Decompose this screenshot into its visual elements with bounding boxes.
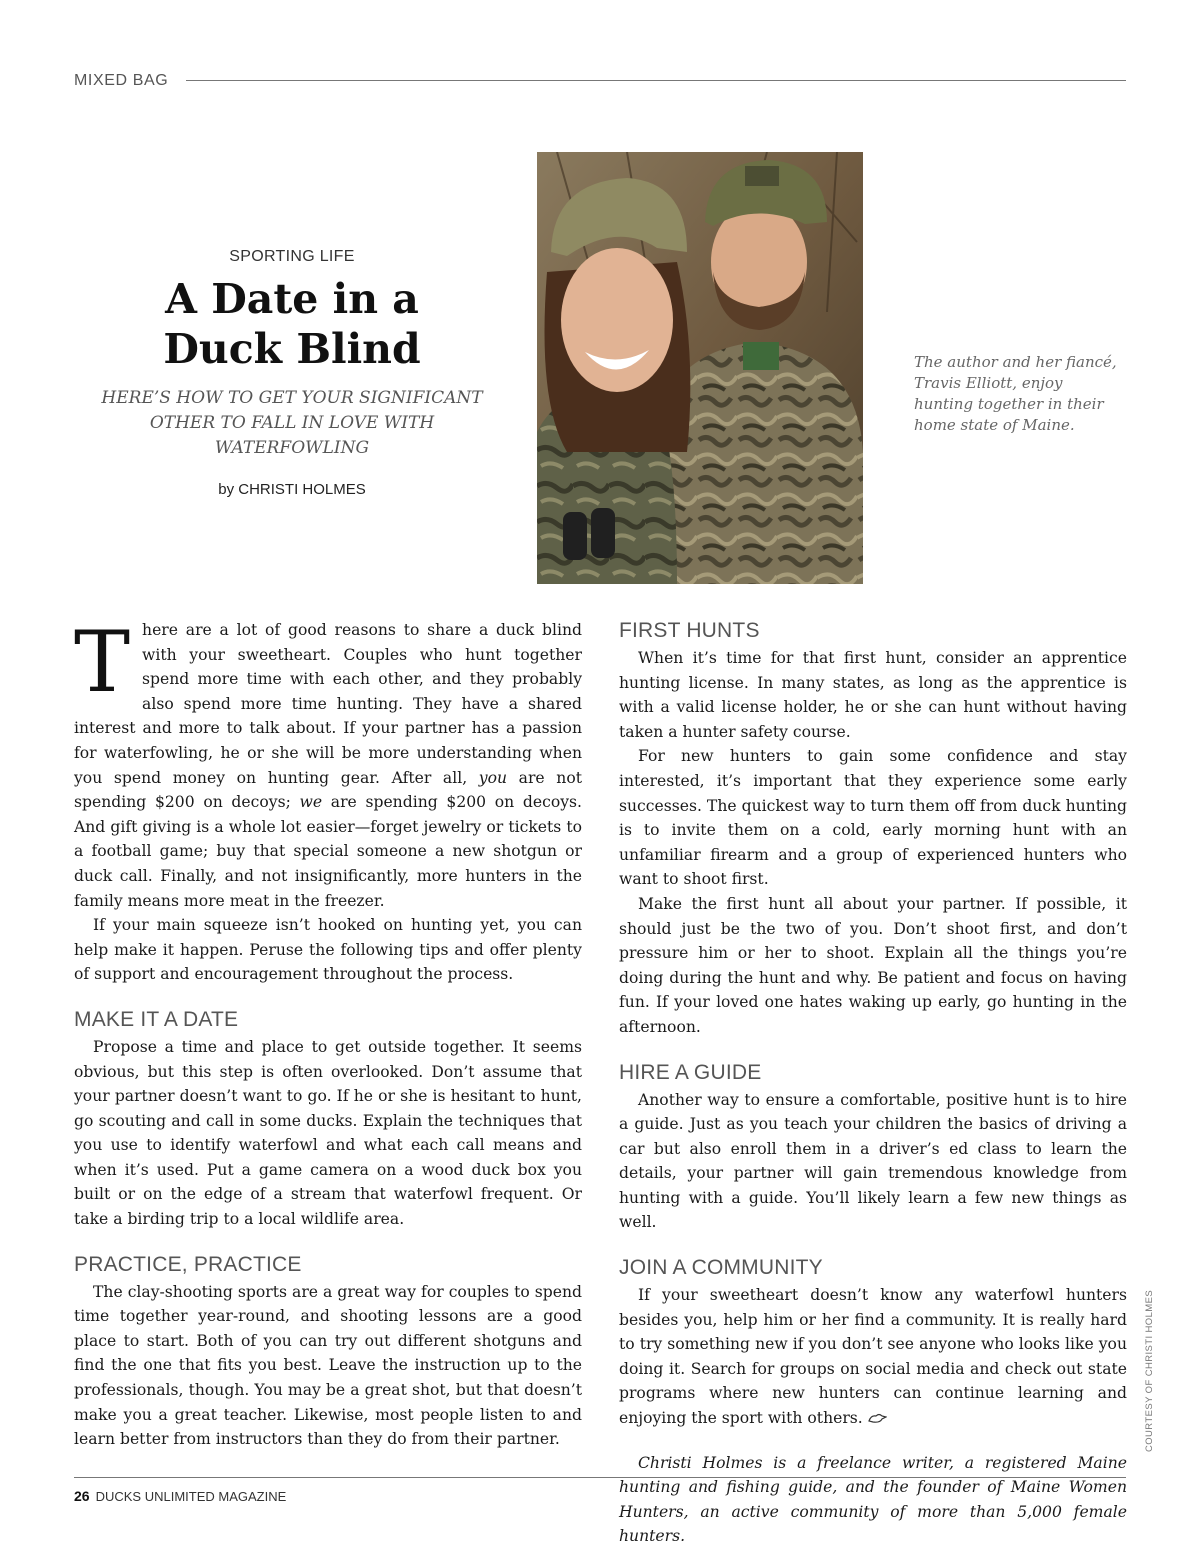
article-kicker: SPORTING LIFE xyxy=(229,248,355,265)
intro-emphasis-you: you xyxy=(478,768,508,787)
byline: by CHRISTI HOLMES xyxy=(218,481,366,498)
intro-emphasis-we: we xyxy=(299,793,323,812)
intro-text-b: are not spending $200 on decoys; xyxy=(74,768,582,812)
first-hunts-paragraph-2: For new hunters to gain some confidence and stay interested, it’s important that they experience some early successes. The quickest way to turn them off from duck hunting is to invite them on a cold, early morning hunt with an unfamiliar firearm and a group of experienced hunters who want to shoot first. xyxy=(619,747,1127,889)
hire-a-guide-paragraph: Another way to ensure a comfortable, positive hunt is to hire a guide. Just as you teach your children the basics of driving a car but also enroll them in a driver’s ed class to learn the details, your partner will gain tremendous knowledge from hunting with a guide. You’ll likely learn a few new things as well. xyxy=(619,1090,1127,1232)
title-line-2: Duck Blind xyxy=(163,325,421,373)
duck-endmark-icon xyxy=(867,1411,887,1425)
intro-text-c: are spending $200 on decoys. And gift giving is a whole lot easier—forget jewelry or tickets to a football game; buy that special someone a new shotgun or duck call. Finally, and not insignificantly, more hunters in the family means more meat in the freezer. xyxy=(74,793,583,910)
author-bio: Christi Holmes is a freelance writer, a registered Maine hunting and fishing guide, and the founder of Maine Women Hunters, an active community of more than 5,000 female hunters. xyxy=(619,1453,1127,1546)
page-number: 26 xyxy=(74,1488,90,1504)
community-text: If your sweetheart doesn’t know any waterfowl hunters besides you, help him or her find a community. It is really hard to try something new if you don’t see anyone who looks like you doing it. Search for groups on social media and check out state programs where new hunters can continue learning and enjoying the sport with others. xyxy=(619,1286,1127,1428)
heading-hire-a-guide: HIRE A GUIDE xyxy=(619,1060,762,1084)
intro-text-a: here are a lot of good reasons to share a duck blind with your sweetheart. Couples who hunt together spend more time with each other, and they probably also spend more time hunting. They have a shared interest and more to talk about. If your partner has a passion for waterfowling, he or she will be more understanding when you spend money on hunting gear. After all, xyxy=(74,621,582,787)
drop-cap: T xyxy=(74,613,131,711)
heading-join-a-community: JOIN A COMMUNITY xyxy=(619,1256,823,1280)
headline-block xyxy=(100,248,484,498)
left-column xyxy=(74,613,583,1452)
publication-name: DUCKS UNLIMITED MAGAZINE xyxy=(95,1489,287,1504)
right-column xyxy=(619,618,1127,1549)
page-footer xyxy=(74,1488,286,1504)
photo-credit: COURTESY OF CHRISTI HOLMES xyxy=(1144,1289,1155,1452)
heading-make-it-a-date: MAKE IT A DATE xyxy=(74,1007,239,1031)
bottom-divider xyxy=(74,1477,1126,1478)
practice-paragraph: The clay-shooting sports are a great way for couples to spend time together year-round, and shooting lessons are a good place to start. Both of you can try out different shotguns and find the one that fits you best. Leave the instruction up to the professionals, though. You may be a great shot, but that doesn’t make you a great teacher. Likewise, most people listen to and learn better from instructors than they do from their partner. xyxy=(74,1282,582,1449)
make-it-a-date-paragraph: Propose a time and place to get outside together. It seems obvious, but this step is often overlooked. Don’t assume that your partner doesn’t want to go. If he or she is hesitant to hunt, go scouting and call in some ducks. Explain the techniques that you use to identify waterfowl and what each call means and when it’s used. Put a game camera on a wood duck box you built or on the edge of a stream that waterfowl frequent. Or take a birding trip to a local wildlife area. xyxy=(74,1037,582,1229)
first-hunts-paragraph-3: Make the first hunt all about your partner. If possible, it should just be the two of you. Don’t shoot first, and don’t pressure him or her to shoot. Explain all the things you’re doing during the hunt and why. Be patient and focus on having fun. If your loved one hates waking up early, go hunting in the afternoon. xyxy=(619,894,1127,1036)
join-a-community-paragraph xyxy=(619,1283,1127,1431)
heading-first-hunts: FIRST HUNTS xyxy=(619,619,760,642)
photo-caption: The author and her fiancé, Travis Elliott, enjoy hunting together in their home state of Maine. xyxy=(914,353,1117,434)
article-title xyxy=(100,274,484,374)
title-line-1: A Date in a xyxy=(165,275,419,323)
intro-paragraph-2: If your main squeeze isn’t hooked on hunting yet, you can help make it happen. Peruse the following tips and offer plenty of support and encouragement throughout the process. xyxy=(74,916,582,984)
section-label: MIXED BAG xyxy=(74,72,169,89)
couple-photo xyxy=(537,152,863,584)
top-divider xyxy=(186,80,1126,81)
article-subtitle: HERE’S HOW TO GET YOUR SIGNIFICANT OTHER TO FALL IN LOVE WITH WATERFOWLING xyxy=(101,388,483,458)
intro-paragraph-1 xyxy=(74,613,583,913)
heading-practice-practice: PRACTICE, PRACTICE xyxy=(74,1252,302,1276)
first-hunts-paragraph-1: When it’s time for that first hunt, consider an apprentice hunting license. In many states, as long as the apprentice is with a valid license holder, he or she can hunt without having taken a hunter safety course. xyxy=(619,649,1127,741)
